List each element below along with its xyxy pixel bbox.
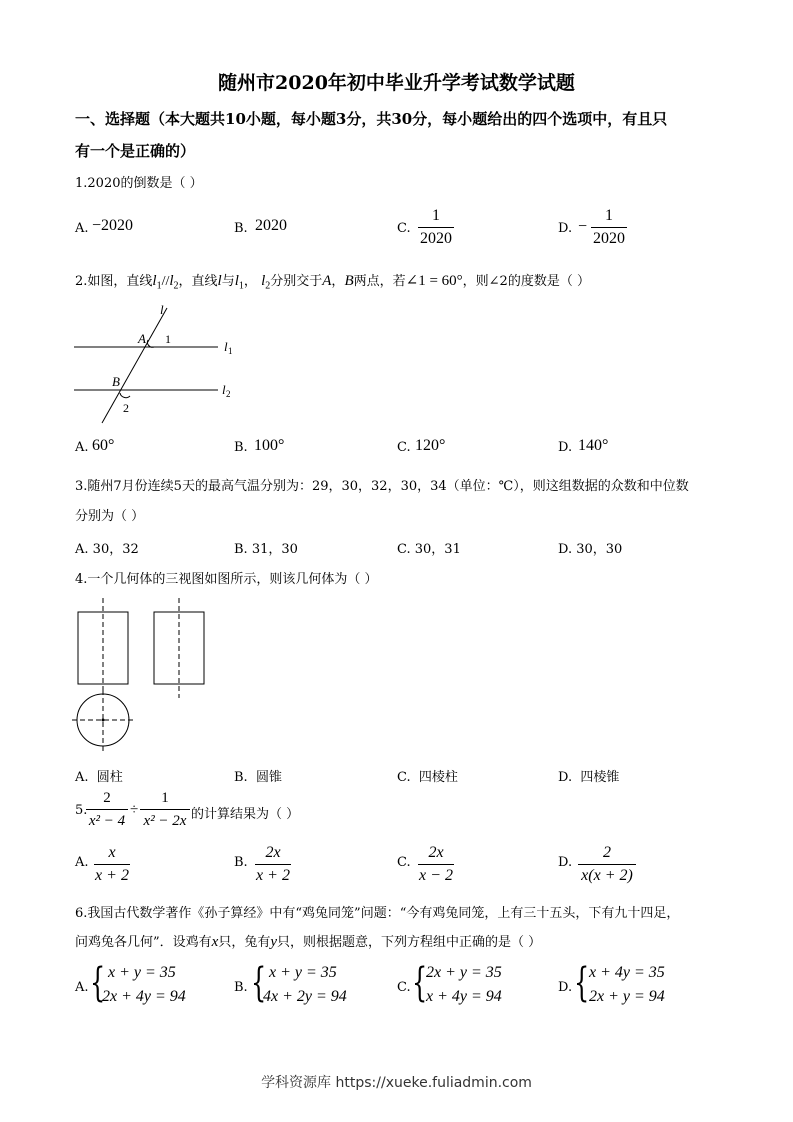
fraction-bar [255, 864, 291, 865]
q5-option-b-label: B. [234, 855, 248, 870]
q6-option-d-label: D. [558, 980, 573, 995]
q5-option-b-denominator: x + 2 [256, 867, 290, 884]
section-heading-line1: 一、选择题（本大题共10小题，每小题3分，共30分，每小题给出的四个选项中，有且只 [75, 110, 668, 128]
q6-option-a-label: A. [75, 980, 89, 995]
q5-option-b-fraction [255, 843, 291, 886]
q1-option-d-sign: − [578, 218, 588, 235]
q5-divide: ÷ [130, 802, 139, 818]
q6-option-c-label: C. [397, 980, 411, 995]
q1-option-a-label: A. [75, 221, 89, 236]
q2-line-l1-b: l [234, 273, 239, 289]
q6-option-a-brace: { [90, 960, 106, 1006]
q6-stem-c: 只，则根据题意，下列方程组中正确的是（ ） [277, 935, 542, 950]
q6-option-c-eq2: x + 4y = 94 [426, 988, 502, 1005]
q5-f1-numerator: 2 [103, 790, 111, 806]
fraction-bar [418, 227, 454, 228]
q2-option-d-label: D. [558, 440, 573, 455]
angle-2-arc [120, 393, 130, 398]
q6-stem-line1: 6.我国古代数学著作《孙子算经》中有“鸡兔同笼”问题：“今有鸡兔同笼，上有三十五头，下有九十四足， [75, 906, 680, 921]
q4-option-a [75, 766, 123, 785]
fraction-bar [591, 227, 627, 228]
q2-stem-d: ， [243, 274, 257, 289]
q5-option-a-fraction [94, 843, 130, 886]
q3-option-b-text: 31，30 [251, 542, 298, 557]
q2-subscript-1-b: 1 [238, 280, 244, 292]
q2-point-b: B [344, 273, 354, 289]
q6-option-c-eq1: 2x + y = 35 [426, 964, 502, 981]
q1-option-d-fraction [591, 206, 627, 249]
q5-f1-denominator: x² − 4 [88, 813, 126, 829]
q2-option-a-label: A. [75, 440, 89, 455]
q2-line-l2: l [169, 273, 174, 289]
q1-option-c-numerator: 1 [432, 207, 440, 224]
q2-option-d-text: 140° [578, 437, 609, 454]
q3-option-c-label: C. [397, 542, 411, 557]
q3-option-b [234, 538, 298, 557]
q2-stem-f: ， [331, 274, 345, 289]
page-title: 随州市2020年初中毕业升学考试数学试题 [218, 72, 575, 94]
fraction-bar [140, 809, 190, 810]
q6-stem-a: 问鸡兔各几何”．设鸡有 [75, 935, 212, 950]
q2-option-b-text: 100° [254, 437, 285, 454]
q2-stem-a: 2.如图，直线 [75, 274, 153, 289]
q3-option-b-label: B. [234, 542, 248, 557]
q6-option-d-eq1: x + 4y = 35 [589, 964, 665, 981]
q1-option-c-denominator: 2020 [420, 230, 452, 247]
q5-fraction-1 [86, 788, 128, 831]
q4-stem: 4.一个几何体的三视图如图所示，则该几何体为（ ） [75, 572, 378, 587]
q1-option-d-denominator: 2020 [593, 230, 625, 247]
footer-watermark: 学科资源库 https://xueke.fuliadmin.com [261, 1075, 532, 1091]
fig-label-b: B [112, 374, 120, 389]
q3-option-c-text: 30，31 [414, 542, 461, 557]
q5-option-d-fraction [578, 843, 636, 886]
q3-stem-line1: 3.随州7月份连续5天的最高气温分别为：29，30，32，30，34（单位：℃），则这组数据的众数和中位数 [75, 479, 689, 494]
q5-fraction-2 [140, 788, 190, 831]
q1-stem: 1.2020的倒数是（ ） [75, 176, 203, 191]
fig-label-l1-sub: 1 [228, 346, 233, 356]
line-l [102, 308, 167, 423]
q5-option-c-fraction [418, 843, 454, 886]
q2-stem-g: 两点，若 [353, 274, 406, 289]
q2-stem-c: 与 [221, 274, 235, 289]
fraction-bar [418, 864, 454, 865]
fig-label-l2: l [222, 382, 226, 397]
fig-label-l2-sub: 2 [226, 389, 231, 399]
q4-option-d [558, 766, 619, 785]
q3-option-a [75, 538, 139, 557]
q3-option-d [558, 538, 622, 557]
q4-option-d-label: D. [558, 770, 573, 785]
q2-point-a: A [322, 273, 332, 289]
fig-label-2: 2 [123, 401, 129, 415]
section-heading-line2: 有一个是正确的） [75, 142, 196, 160]
fig-label-l1: l [224, 339, 228, 354]
q4-option-a-label: A. [75, 770, 89, 785]
q1-option-c-fraction [418, 206, 454, 249]
q3-option-c [397, 538, 461, 557]
q4-option-c-text: 四棱柱 [418, 770, 458, 785]
q2-stem-e: 分别交于 [270, 274, 323, 289]
fraction-bar [578, 864, 636, 865]
q6-var-x: x [211, 934, 219, 950]
q6-option-b-eq1: x + y = 35 [269, 964, 337, 981]
q5-option-a-numerator: x [108, 844, 116, 861]
q6-option-d-eq2: 2x + y = 94 [589, 988, 665, 1005]
q5-option-b-numerator: 2x [265, 844, 281, 861]
q2-line-l1: l [152, 273, 157, 289]
q3-option-a-text: 30，32 [92, 542, 139, 557]
q6-option-b-label: B. [234, 980, 248, 995]
q1-option-b-label: B. [234, 221, 248, 236]
q6-option-b-brace: { [251, 960, 267, 1006]
q2-stem-h: ，则∠2的度数是（ ） [462, 274, 590, 289]
q4-three-view-figure [70, 592, 220, 757]
q2-angle: ∠1 = 60° [405, 273, 463, 289]
q6-option-a-eq2: 2x + 4y = 94 [102, 988, 186, 1005]
q1-option-b-text: 2020 [255, 217, 287, 234]
q2-stem [75, 270, 590, 292]
q2-parallel: // [161, 274, 170, 289]
q3-option-a-label: A. [75, 542, 89, 557]
q6-stem-b: 只，兔有 [218, 935, 271, 950]
q2-option-b-label: B. [234, 440, 248, 455]
q1-option-a-text: −2020 [92, 217, 134, 234]
q3-stem-line2: 分别为（ ） [75, 509, 145, 524]
q4-option-c-label: C. [397, 770, 411, 785]
q5-option-a-denominator: x + 2 [95, 867, 129, 884]
q2-subscript-2: 2 [173, 280, 179, 292]
q2-subscript-1: 1 [156, 280, 162, 292]
q4-option-b-text: 圆锥 [255, 770, 282, 785]
q5-option-d-numerator: 2 [603, 844, 611, 861]
fraction-bar [86, 809, 128, 810]
fig-label-1: 1 [165, 332, 171, 346]
q4-option-d-text: 四棱锥 [580, 770, 620, 785]
q3-option-d-text: 30，30 [576, 542, 623, 557]
q5-stem-tail: 的计算结果为（ ） [191, 807, 300, 822]
q2-option-c-label: C. [397, 440, 411, 455]
fraction-bar [94, 864, 130, 865]
q4-option-c [397, 766, 458, 785]
q2-stem-b: ，直线 [178, 274, 218, 289]
q2-option-a-text: 60° [92, 437, 115, 454]
q6-option-c-brace: { [412, 960, 428, 1006]
q5-option-d-denominator: x(x + 2) [581, 867, 633, 884]
q5-option-c-denominator: x − 2 [419, 867, 453, 884]
q6-option-d-brace: { [574, 960, 590, 1006]
q2-line-l: l [217, 273, 222, 289]
q4-option-b [234, 766, 282, 785]
q6-stem-line2 [75, 931, 541, 951]
fig-label-l: l [160, 302, 164, 317]
q4-option-b-label: B. [234, 770, 248, 785]
fig-label-a: A [138, 331, 146, 346]
q5-number: 5. [75, 803, 88, 818]
q2-option-c-text: 120° [415, 437, 446, 454]
q5-option-d-label: D. [558, 855, 573, 870]
q4-option-a-text: 圆柱 [96, 770, 123, 785]
q1-option-c-label: C. [397, 221, 411, 236]
q5-option-c-label: C. [397, 855, 411, 870]
q3-option-d-label: D. [558, 542, 573, 557]
q5-option-a-label: A. [75, 855, 89, 870]
q6-option-b-eq2: 4x + 2y = 94 [263, 988, 347, 1005]
q6-option-a-eq1: x + y = 35 [108, 964, 176, 981]
q2-subscript-2-b: 2 [265, 280, 271, 292]
q5-option-c-numerator: 2x [428, 844, 444, 861]
top-view-center [102, 719, 105, 722]
q5-f2-denominator: x² − 2x [143, 813, 187, 829]
q2-line-l2-b: l [261, 273, 266, 289]
q6-var-y: y [270, 934, 278, 950]
q5-f2-numerator: 1 [161, 790, 169, 806]
q2-figure [72, 300, 242, 430]
q1-option-d-label: D. [558, 221, 573, 236]
q1-option-d-numerator: 1 [605, 207, 613, 224]
